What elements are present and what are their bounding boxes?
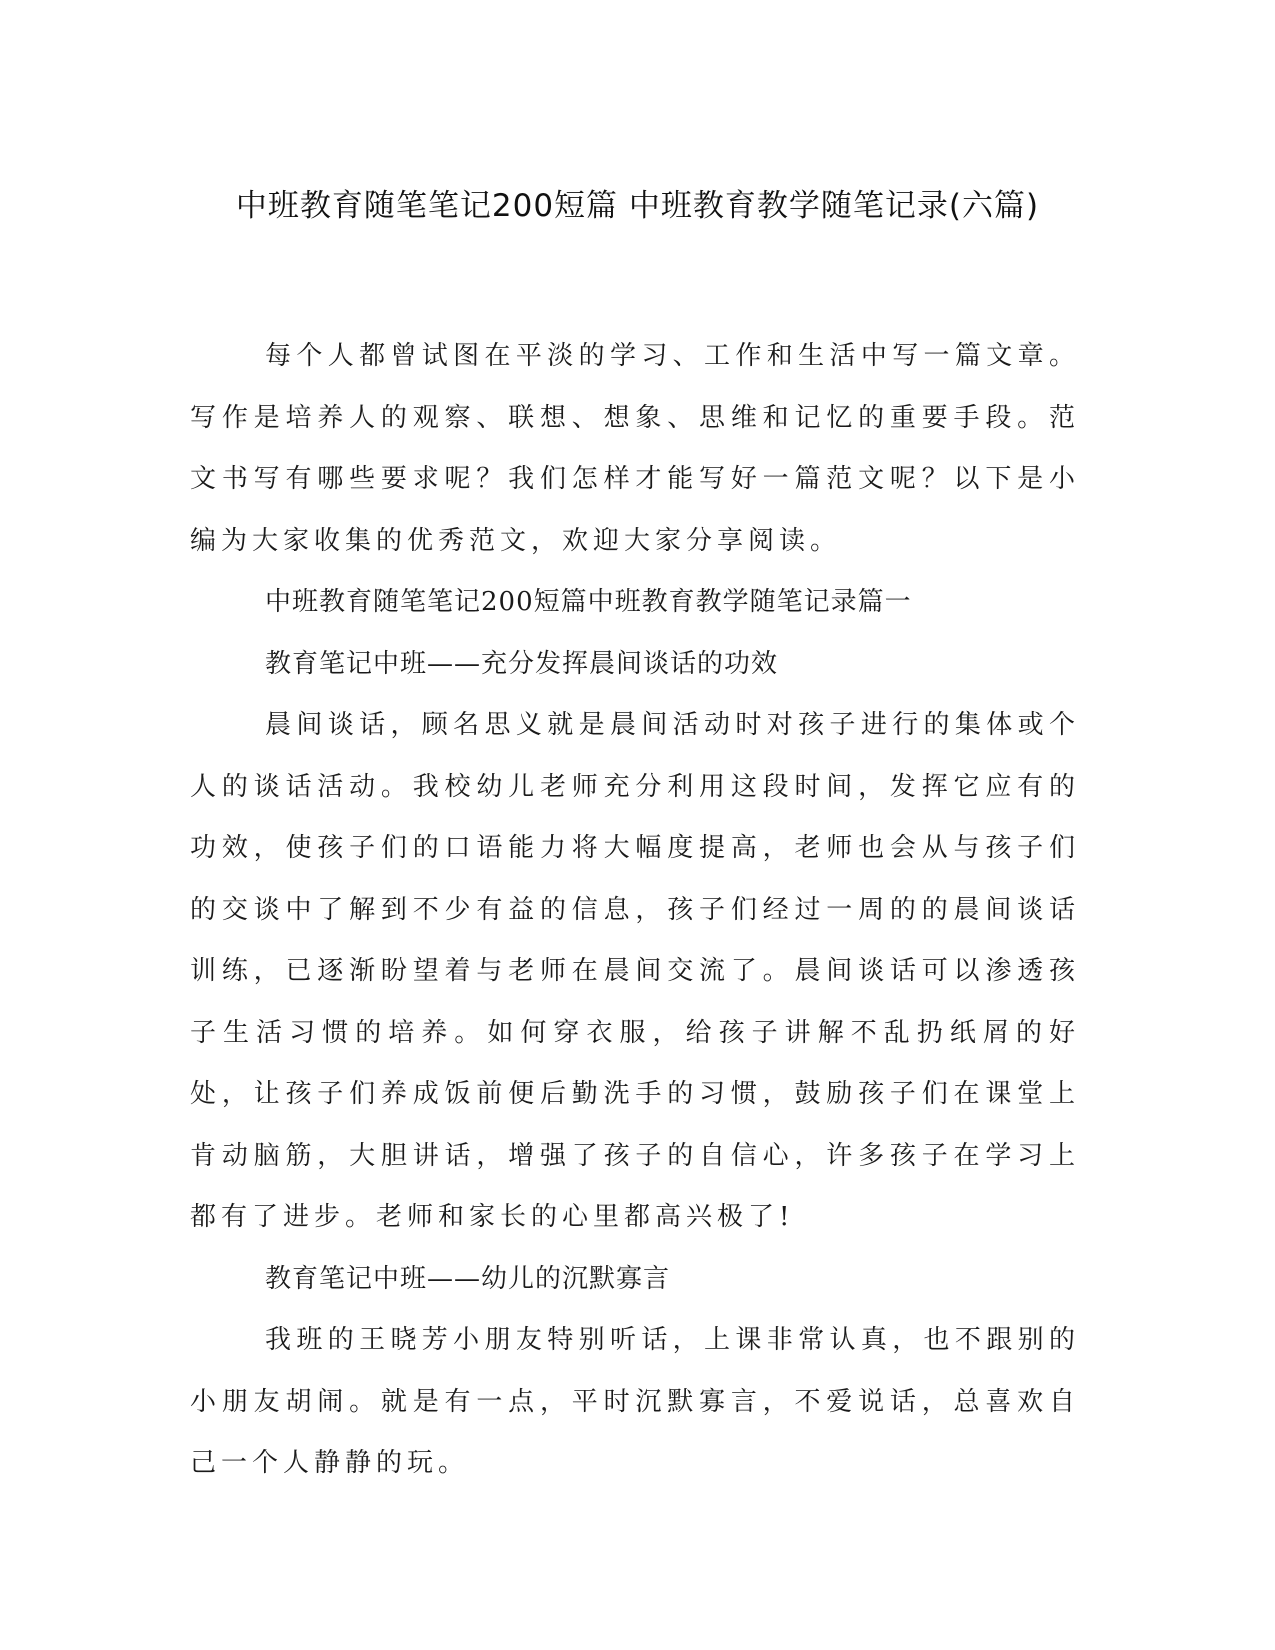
silent-child-paragraph: 我班的王晓芳小朋友特别听话，上课非常认真，也不跟别的小朋友胡闹。就是有一点，平时沉默寡言，不爱说话，总喜欢自己一个人静静的玩。 <box>190 1325 1080 1478</box>
morning-talk-paragraph: 晨间谈话，顾名思义就是晨间活动时对孩子进行的集体或个人的谈话活动。我校幼儿老师充分利用这段时间，发挥它应有的功效，使孩子们的口语能力将大幅度提高，老师也会从与孩子们的交谈中了解到不少有益的信息，孩子们经过一周的的晨间谈话训练，已逐渐盼望着与老师在晨间交流了。晨间谈话可以渗透孩子生活习惯的培养。如何穿衣服，给孩子讲解不乱扔纸屑的好处，让孩子们养成饭前便后勤洗手的习惯，鼓励孩子们在课堂上肯动脑筋，大胆讲话，增强了孩子的自信心，许多孩子在学习上都有了进步。老师和家长的心里都高兴极了! <box>190 710 1080 1232</box>
document-title: 中班教育随笔笔记200短篇 中班教育教学随笔记录(六篇) <box>235 188 1040 224</box>
document-body <box>190 326 1080 1495</box>
note-heading-morning-talk: 教育笔记中班——充分发挥晨间谈话的功效 <box>265 648 779 679</box>
note-heading-silent-child: 教育笔记中班——幼儿的沉默寡言 <box>265 1263 671 1294</box>
intro-paragraph: 每个人都曾试图在平淡的学习、工作和生活中写一篇文章。写作是培养人的观察、联想、想象、思维和记忆的重要手段。范文书写有哪些要求呢？我们怎样才能写好一篇范文呢？以下是小编为大家收集的优秀范文，欢迎大家分享阅读。 <box>190 341 1080 556</box>
section-heading: 中班教育随笔笔记200短篇中班教育教学随笔记录篇一 <box>265 587 912 617</box>
